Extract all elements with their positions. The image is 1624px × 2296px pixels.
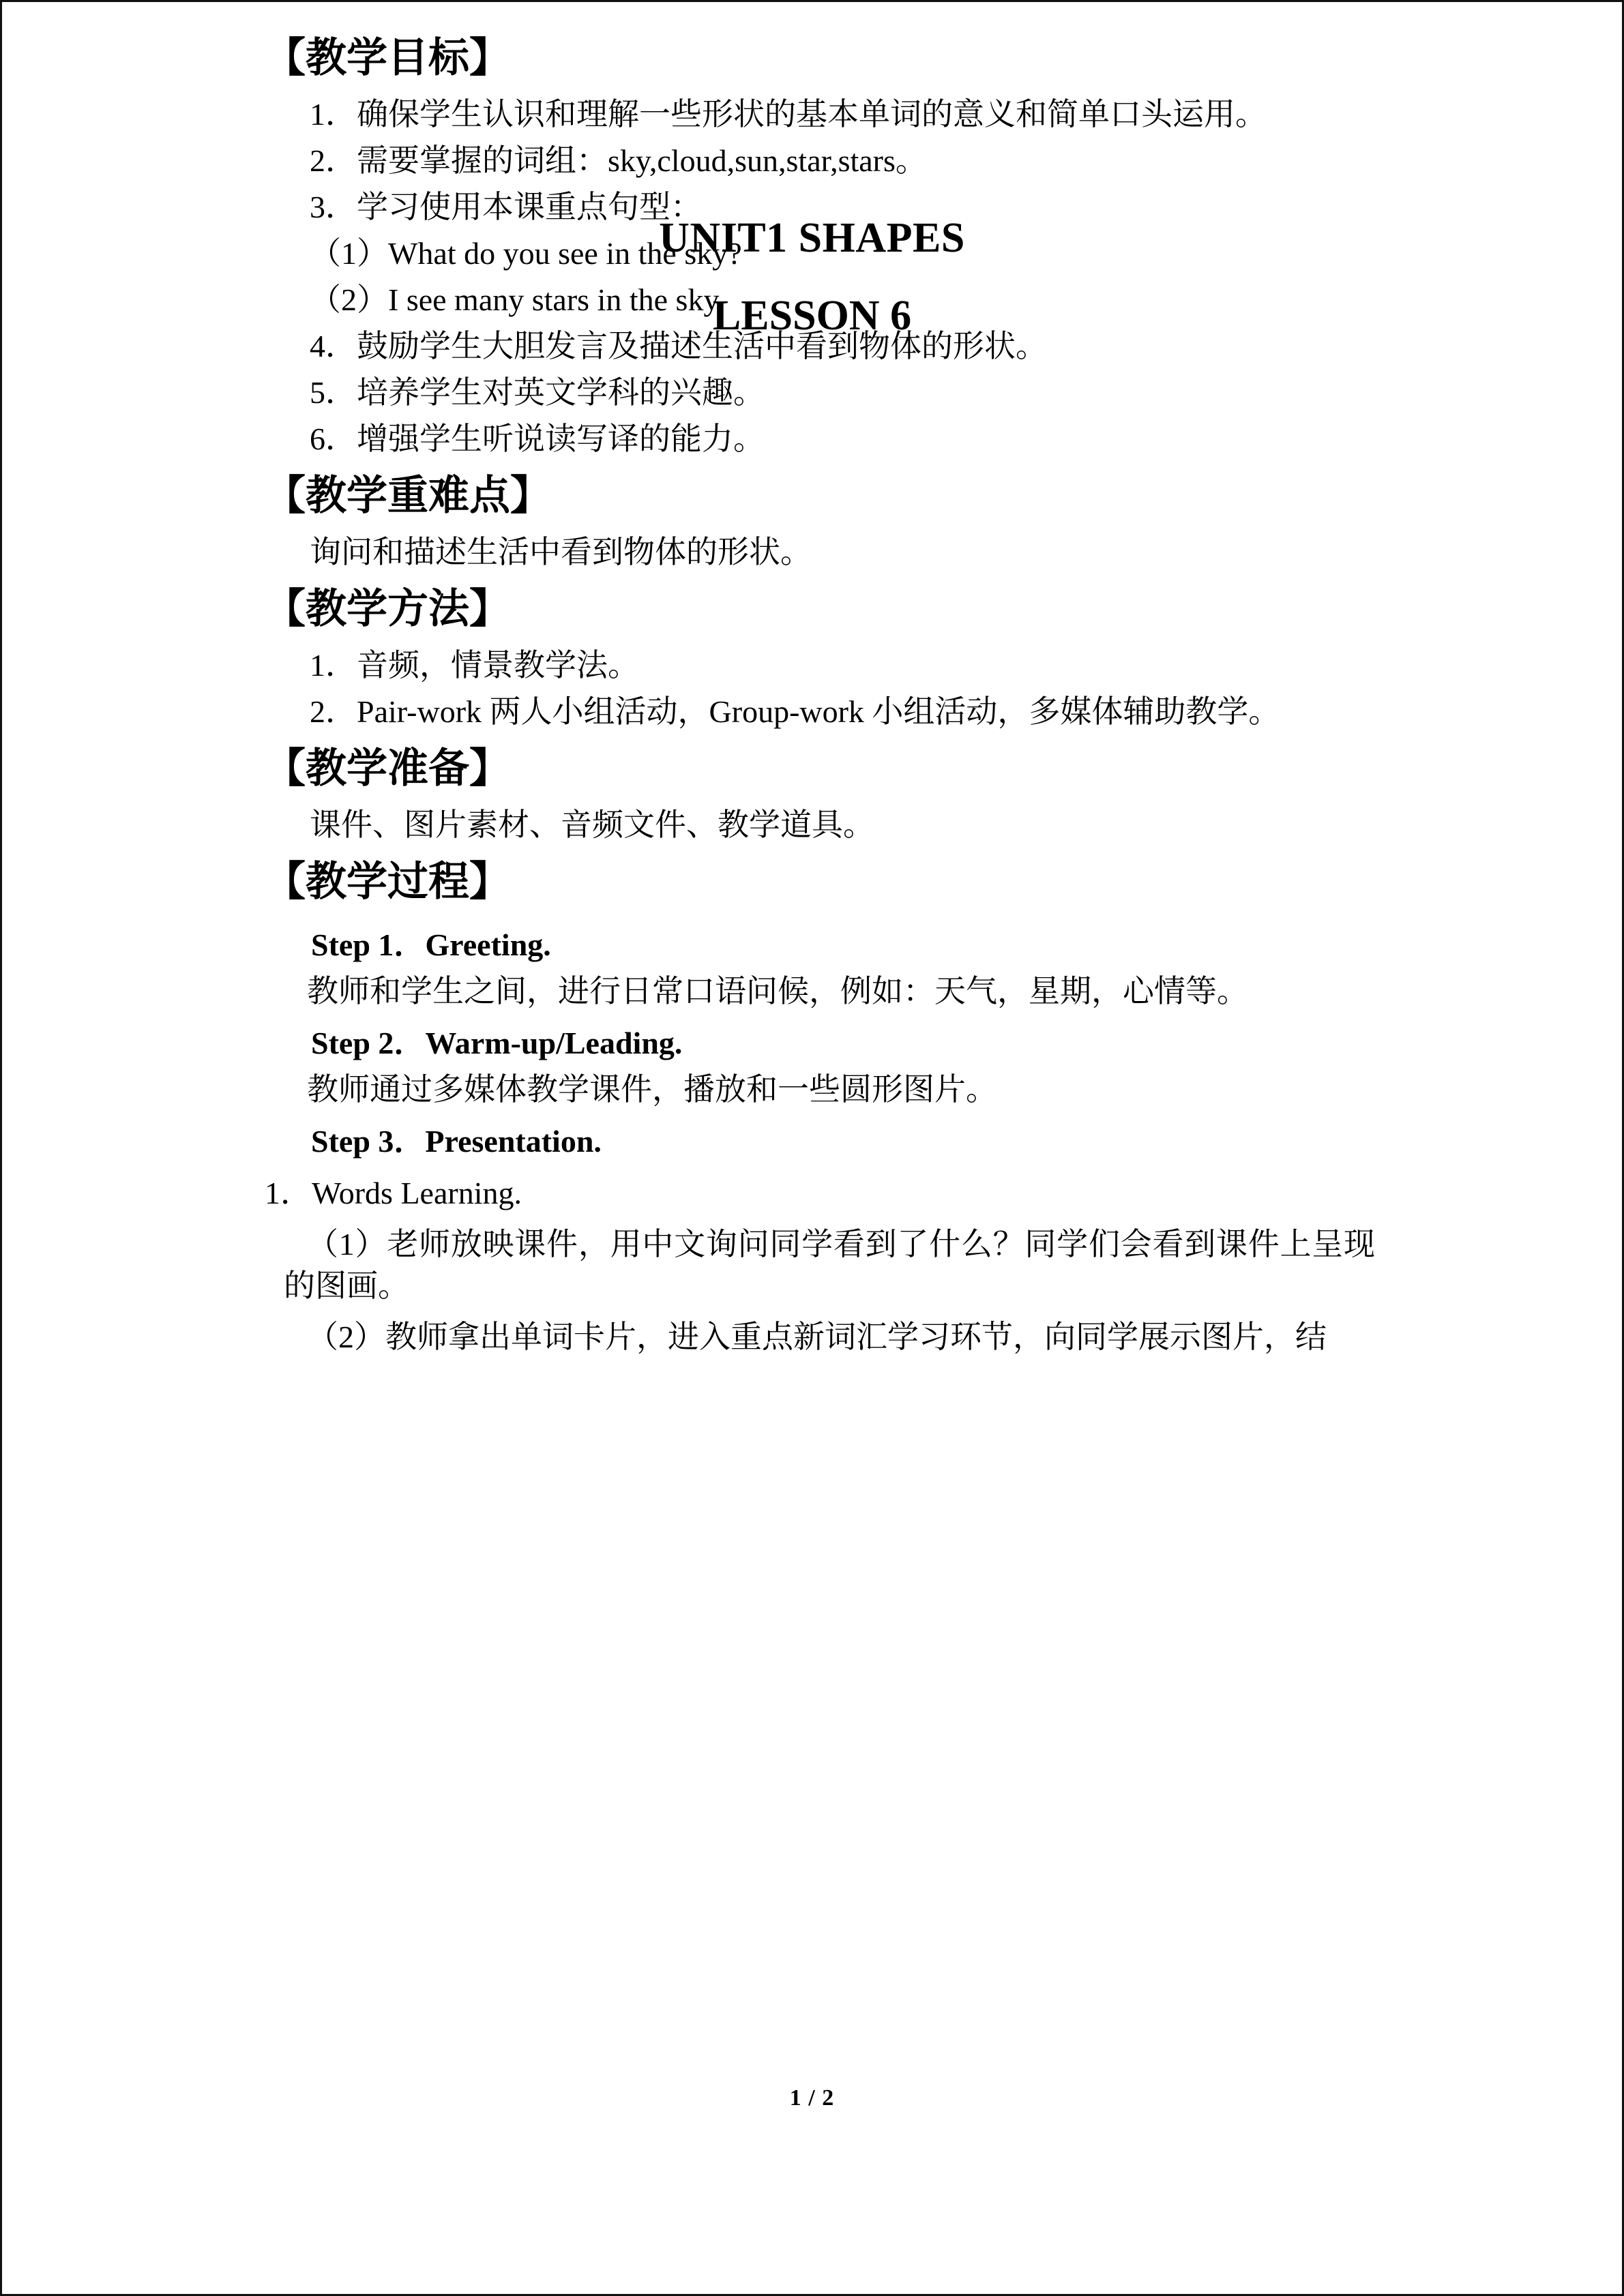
page-subtitle: LESSON 6 bbox=[712, 293, 912, 339]
key-points-text: 询问和描述生活中看到物体的形状。 bbox=[310, 535, 812, 569]
page-number-footer: 1 / 2 bbox=[789, 2085, 835, 2111]
section-heading-process: 【教学过程】 bbox=[265, 859, 510, 904]
method-item-2: 2．Pair-work 两人小组活动，Group-work 小组活动，多媒体辅助教学。 bbox=[310, 694, 1280, 729]
presentation-sub-item-1: （1）老师放映课件，用中文询问同学看到了什么？同学们会看到课件上呈现的图画。 bbox=[284, 1227, 1375, 1303]
step-2-heading: Step 2．Warm-up/Leading. bbox=[311, 1026, 683, 1060]
objective-item-3-sub-1: （1）What do you see in the sky? bbox=[310, 236, 742, 271]
step-3-heading: Step 3．Presentation. bbox=[311, 1124, 602, 1159]
method-item-1: 1．音频，情景教学法。 bbox=[310, 648, 639, 683]
step-1-body: 教师和学生之间，进行日常口语问候，例如：天气，星期，心情等。 bbox=[307, 974, 1248, 1009]
presentation-item-1: 1．Words Learning. bbox=[265, 1176, 522, 1210]
section-heading-methods: 【教学方法】 bbox=[265, 586, 510, 631]
objective-item-2: 2．需要掌握的词组：sky,cloud,sun,star,stars。 bbox=[310, 143, 927, 178]
section-heading-preparation: 【教学准备】 bbox=[265, 746, 510, 791]
step-2-body: 教师通过多媒体教学课件，播放和一些圆形图片。 bbox=[307, 1072, 997, 1107]
section-heading-key-points: 【教学重难点】 bbox=[265, 473, 551, 518]
objective-item-3-sub-2: （2）I see many stars in the sky. bbox=[310, 282, 725, 317]
objective-item-4: 4．鼓励学生大胆发言及描述生活中看到物体的形状。 bbox=[310, 329, 1047, 363]
presentation-sub-item-2: （2）教师拿出单词卡片，进入重点新词汇学习环节，向同学展示图片，结 bbox=[307, 1320, 1327, 1355]
step-1-heading: Step 1．Greeting. bbox=[311, 927, 551, 962]
objective-item-3: 3．学习使用本课重点句型： bbox=[310, 190, 702, 224]
objective-item-5: 5．培养学生对英文学科的兴趣。 bbox=[310, 375, 765, 410]
objective-item-6: 6．增强学生听说读写译的能力。 bbox=[310, 421, 765, 456]
page-title: UNIT1 SHAPES bbox=[659, 215, 965, 261]
section-heading-objectives: 【教学目标】 bbox=[265, 35, 510, 80]
objective-item-1: 1．确保学生认识和理解一些形状的基本单词的意义和简单口头运用。 bbox=[310, 97, 1267, 132]
preparation-text: 课件、图片素材、音频文件、教学道具。 bbox=[310, 807, 874, 842]
document-body bbox=[265, 2, 1376, 1353]
